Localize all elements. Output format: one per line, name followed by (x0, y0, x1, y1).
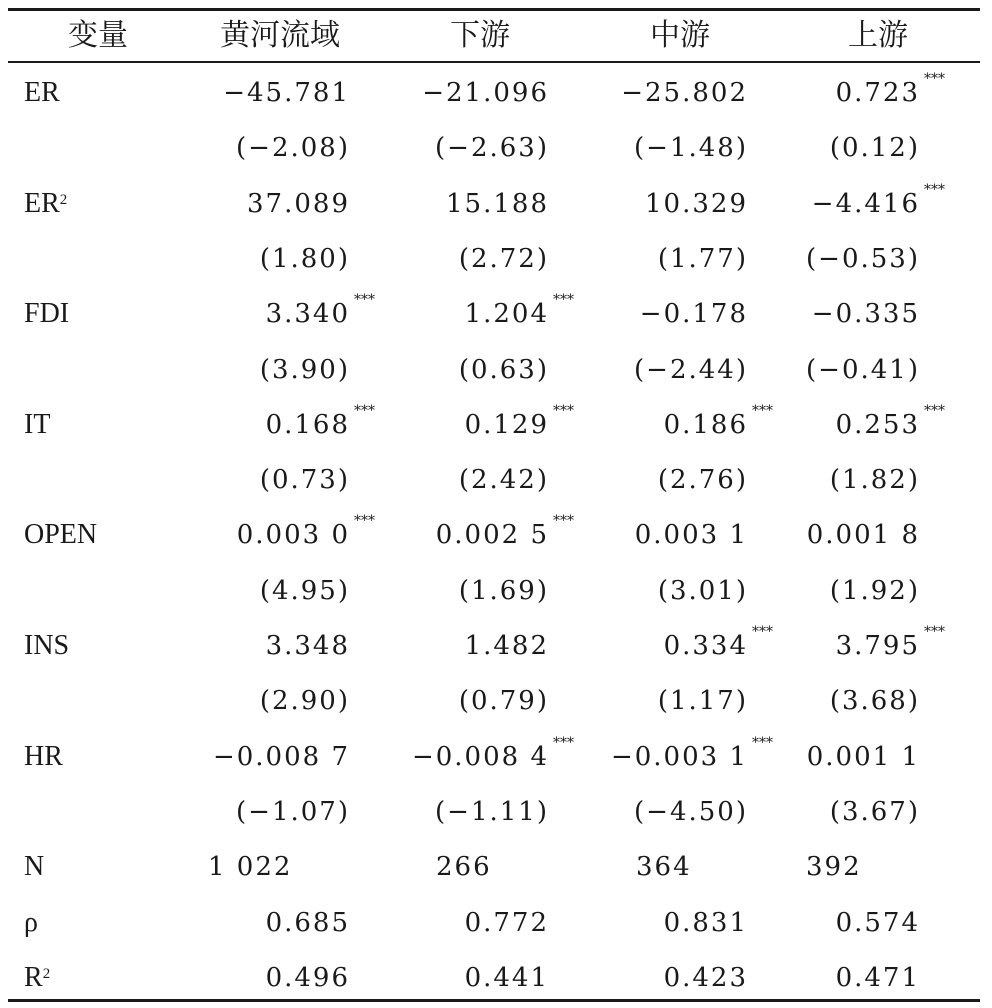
t-stat-cell: (1.80) (259, 243, 350, 274)
summary-value-cell: 0.574 (835, 907, 920, 938)
variable-label (24, 78, 60, 108)
variable-label (24, 742, 63, 772)
significance-stars: *** (924, 402, 945, 419)
variable-name: R (24, 961, 43, 993)
coefficient-cell: 0.001 8 (806, 520, 920, 551)
variable-name: OPEN (24, 519, 98, 551)
summary-value-cell: 0.772 (464, 907, 549, 938)
coefficient-cell: 3.795 *** (835, 624, 945, 661)
variable-label (24, 410, 50, 440)
observation-count-cell: 266 (436, 852, 492, 883)
t-stat-cell: (−0.41) (806, 354, 920, 385)
t-stat-cell: (3.01) (657, 575, 748, 606)
coefficient-cell: 1.482 (464, 631, 549, 661)
t-stat-cell: (0.79) (458, 686, 549, 717)
coefficient-cell: 1.204 *** (464, 292, 574, 330)
t-stat-cell: (−1.07) (236, 796, 350, 827)
coefficient-cell: 0.168 *** (265, 402, 375, 440)
coefficient-cell: 0.001 1 (806, 741, 920, 772)
summary-value-cell: 0.831 (663, 907, 748, 938)
variable-label (24, 852, 44, 882)
significance-stars: *** (752, 734, 773, 751)
observation-count-cell: 1 022 (208, 852, 293, 883)
coefficient-cell: 0.003 1 (634, 520, 748, 551)
significance-stars: *** (924, 181, 945, 198)
coefficient-cell: −0.008 4 *** (411, 734, 574, 772)
significance-stars: *** (924, 71, 945, 87)
coefficient-cell: 0.129 *** (464, 402, 574, 440)
coefficient-cell: 3.340 *** (265, 292, 375, 330)
coefficient-cell: 0.003 0 *** (236, 513, 375, 551)
coefficient-cell: −0.008 7 (212, 741, 350, 772)
significance-stars: *** (354, 292, 375, 309)
table-top-rule (8, 8, 980, 11)
variable-label (24, 299, 69, 329)
t-stat-cell: (−1.11) (435, 796, 549, 827)
variable-name: FDI (24, 298, 70, 330)
t-stat-cell: (−2.08) (236, 133, 350, 164)
observation-count-cell: 392 (806, 852, 862, 883)
t-stat-cell: (1.92) (829, 575, 920, 606)
t-stat-cell: (3.67) (829, 796, 920, 827)
variable-label (24, 520, 97, 550)
coefficient-cell: 3.348 (265, 631, 350, 661)
t-stat-cell: (−0.53) (806, 243, 920, 274)
observation-count-cell: 364 (636, 852, 692, 883)
coefficient-cell: −0.003 1 *** (610, 734, 773, 772)
coefficient-cell: 0.723 *** (835, 71, 945, 108)
coefficient-cell: 15.188 (446, 188, 549, 219)
header-upstream: 上游 (848, 18, 908, 53)
t-stat-cell: (2.42) (458, 465, 549, 496)
variable-label (24, 189, 67, 219)
header-midstream: 中游 (650, 18, 710, 53)
significance-stars: *** (752, 402, 773, 419)
coefficient-cell: 0.002 5 *** (435, 513, 574, 551)
t-stat-cell: (3.90) (259, 354, 350, 385)
coefficient-cell: 0.334 *** (663, 624, 773, 661)
t-stat-cell: (−4.50) (634, 796, 748, 827)
significance-stars: *** (354, 513, 375, 530)
variable-label (24, 908, 38, 938)
t-stat-cell: (1.82) (829, 465, 920, 496)
coefficient-cell: −45.781 (223, 78, 350, 108)
variable-label (24, 631, 69, 661)
coefficient-cell: −0.335 (811, 299, 920, 330)
table-bottom-rule (8, 999, 980, 1002)
t-stat-cell: (−2.63) (435, 133, 549, 164)
summary-value-cell: 0.423 (663, 962, 748, 993)
coefficient-cell: −4.416 *** (811, 181, 945, 219)
variable-superscript: 2 (42, 965, 51, 982)
variable-name: INS (24, 630, 70, 661)
summary-value-cell: 0.471 (835, 962, 920, 993)
t-stat-cell: (2.76) (657, 465, 748, 496)
coefficient-cell: 10.329 (645, 188, 748, 219)
t-stat-cell: (1.77) (657, 243, 748, 274)
significance-stars: *** (752, 624, 773, 640)
significance-stars: *** (553, 292, 574, 309)
significance-stars: *** (553, 513, 574, 530)
coefficient-cell: 0.186 *** (663, 402, 773, 440)
variable-name: IT (24, 408, 51, 440)
coefficient-cell: −21.096 (422, 78, 549, 108)
significance-stars: *** (924, 624, 945, 640)
variable-name: HR (24, 740, 63, 772)
significance-stars: *** (354, 402, 375, 419)
variable-name: N (24, 851, 45, 883)
coefficient-cell: 37.089 (247, 188, 350, 219)
t-stat-cell: (0.12) (829, 133, 920, 164)
coefficient-cell: −0.178 (639, 299, 748, 330)
t-stat-cell: (1.69) (458, 575, 549, 606)
variable-superscript: 2 (59, 191, 68, 208)
header-variable: 变量 (68, 18, 128, 53)
summary-value-cell: 0.441 (464, 962, 549, 993)
variable-name: ρ (24, 906, 38, 938)
coefficient-cell: −25.802 (621, 78, 748, 108)
t-stat-cell: (0.63) (458, 354, 549, 385)
t-stat-cell: (0.73) (259, 465, 350, 496)
header-yellow-river-basin: 黄河流域 (220, 18, 340, 53)
t-stat-cell: (1.17) (657, 686, 748, 717)
t-stat-cell: (4.95) (259, 575, 350, 606)
summary-value-cell: 0.496 (265, 962, 350, 993)
t-stat-cell: (2.90) (259, 686, 350, 717)
significance-stars: *** (553, 734, 574, 751)
summary-value-cell: 0.685 (265, 907, 350, 938)
table-header-rule (8, 61, 980, 63)
t-stat-cell: (3.68) (829, 686, 920, 717)
significance-stars: *** (553, 402, 574, 419)
variable-name: ER (24, 187, 60, 219)
variable-name: ER (24, 77, 60, 108)
header-downstream: 下游 (450, 18, 510, 53)
t-stat-cell: (−1.48) (634, 133, 748, 164)
t-stat-cell: (−2.44) (634, 354, 748, 385)
variable-label (24, 963, 50, 993)
coefficient-cell: 0.253 *** (835, 402, 945, 440)
t-stat-cell: (2.72) (458, 243, 549, 274)
